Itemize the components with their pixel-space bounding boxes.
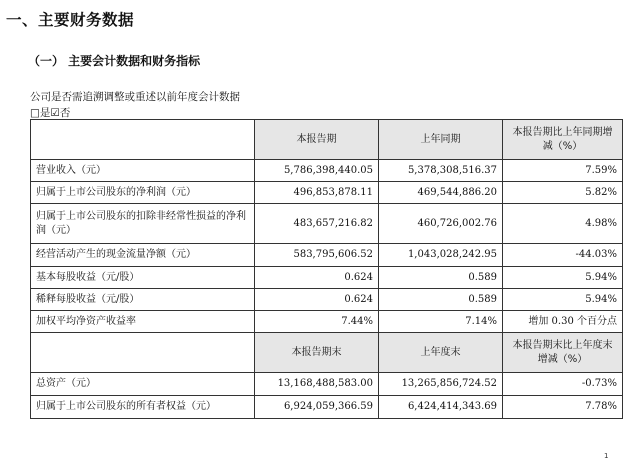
option-yes: □是 [30,107,51,119]
header-blank-cell [31,120,255,160]
prior-value: 0.589 [379,267,503,289]
prior-value: 460,726,002.76 [379,204,503,244]
current-value: 0.624 [255,267,379,289]
prior-value: 0.589 [379,289,503,311]
row-label: 归属于上市公司股东的扣除非经常性损益的净利润（元） [31,204,255,244]
section-title: 一、主要财务数据 [6,11,135,29]
prior-value: 469,544,886.20 [379,182,503,204]
table-row [31,289,623,311]
prior-value: 1,043,028,242.95 [379,244,503,267]
table-row [31,311,623,333]
current-value: 13,168,488,583.00 [255,373,379,396]
table-row [31,373,623,396]
row-label: 总资产（元） [31,373,255,396]
table-row [31,204,623,244]
restatement-question: 公司是否需追溯调整或重述以前年度会计数据 [30,91,240,103]
table-row [31,244,623,267]
change-value: 7.59% [503,160,623,182]
row-label: 归属于上市公司股东的所有者权益（元） [31,396,255,419]
row-label: 稀释每股收益（元/股） [31,289,255,311]
row-label: 加权平均净资产收益率 [31,311,255,333]
option-no: ☑否 [50,107,71,119]
table-row [31,396,623,419]
change-value: 5.94% [503,267,623,289]
table-header-row [31,120,623,160]
subsection-title: （一） 主要会计数据和财务指标 [28,54,201,68]
change-value: 5.94% [503,289,623,311]
change-value: 增加 0.30 个百分点 [503,311,623,333]
current-value: 0.624 [255,289,379,311]
header-change: 本报告期末比上年度末增减（%） [503,333,623,373]
page-number: 1 [604,452,609,460]
header-current-period: 本报告期 [255,120,379,160]
current-value: 496,853,878.11 [255,182,379,204]
prior-value: 5,378,308,516.37 [379,160,503,182]
change-value: 5.82% [503,182,623,204]
restatement-options [30,105,70,120]
change-value: -0.73% [503,373,623,396]
table-row [31,182,623,204]
table-row [31,160,623,182]
current-value: 583,795,606.52 [255,244,379,267]
row-label: 归属于上市公司股东的净利润（元） [31,182,255,204]
financial-data-table [30,119,623,419]
row-label: 营业收入（元） [31,160,255,182]
header-prior-period: 上年同期 [379,120,503,160]
row-label: 经营活动产生的现金流量净额（元） [31,244,255,267]
change-value: 7.78% [503,396,623,419]
current-value: 7.44% [255,311,379,333]
change-value: 4.98% [503,204,623,244]
row-label: 基本每股收益（元/股） [31,267,255,289]
prior-value: 13,265,856,724.52 [379,373,503,396]
header-period-end: 本报告期末 [255,333,379,373]
current-value: 483,657,216.82 [255,204,379,244]
header-change: 本报告期比上年同期增减（%） [503,120,623,160]
current-value: 6,924,059,366.59 [255,396,379,419]
prior-value: 6,424,414,343.69 [379,396,503,419]
prior-value: 7.14% [379,311,503,333]
header-prior-year-end: 上年度末 [379,333,503,373]
table-row [31,267,623,289]
change-value: -44.03% [503,244,623,267]
header-blank-cell [31,333,255,373]
table-header-row [31,333,623,373]
current-value: 5,786,398,440.05 [255,160,379,182]
